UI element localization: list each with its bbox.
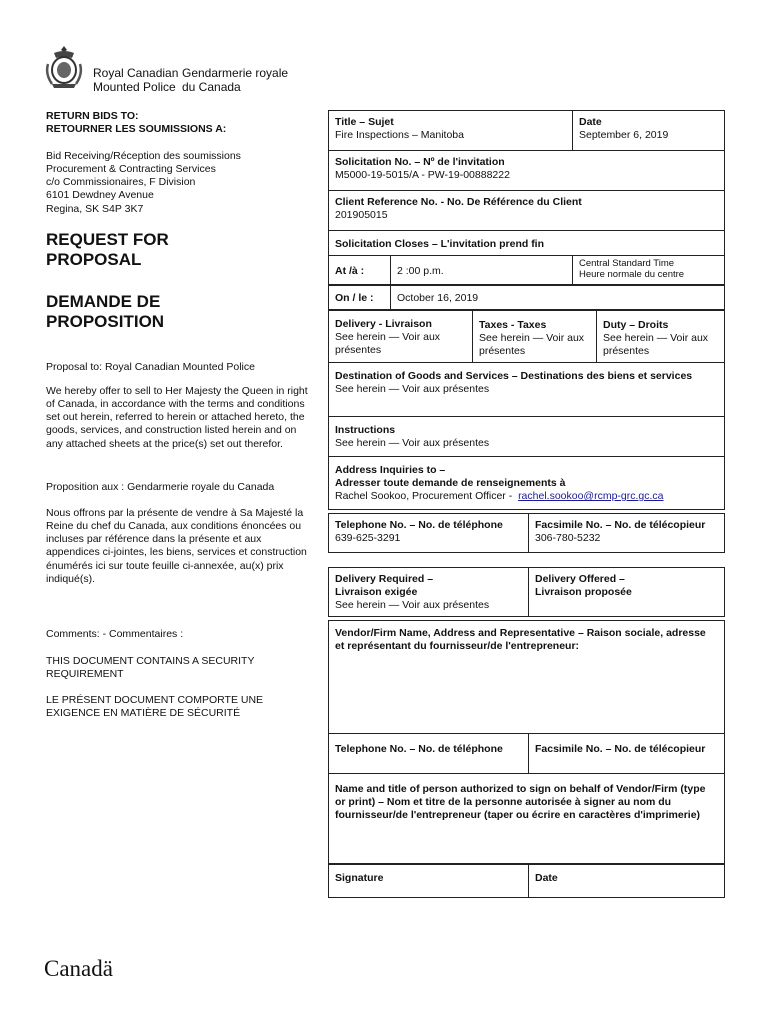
address-line: Regina, SK S4P 3K7 (46, 202, 144, 215)
canada-wordmark: Canadä (44, 956, 113, 981)
org-en-line2: Mounted Police (93, 79, 176, 94)
delivery-label: Delivery - Livraison (335, 318, 432, 330)
inquiries-label-en: Address Inquiries to – (335, 464, 446, 476)
facsimile-label: Facsimile No. – No. de télécopieur (535, 519, 706, 531)
client-ref-field (330, 193, 720, 225)
taxes-field (474, 316, 594, 361)
telephone-value: 639-625-3291 (335, 532, 401, 545)
solicitation-value: M5000-19-5015/A - PW-19-00888222 (335, 169, 510, 182)
security-notice-fr: LE PRÉSENT DOCUMENT COMPORTE UNE EXIGENCE EN MATIÈRE DE SÉCURITÉ (46, 694, 264, 720)
telephone-label: Telephone No. – No. de téléphone (335, 519, 503, 531)
delivery-required-value: See herein — Voir aux présentes (335, 599, 490, 612)
inquiries-email-link[interactable]: rachel.sookoo@rcmp-grc.gc.ca (518, 490, 664, 503)
duty-label: Duty – Droits (603, 319, 669, 331)
client-ref-label: Client Reference No. - No. De Référence du Client (335, 196, 582, 208)
comments-label: Comments: - Commentaires : (46, 628, 184, 640)
on-value: October 16, 2019 (397, 292, 479, 304)
title-value: Fire Inspections – Manitoba (335, 129, 464, 142)
return-address (46, 150, 308, 216)
telephone-field (330, 516, 526, 548)
delivery-field (330, 315, 470, 360)
org-fr-line2: du Canada (182, 79, 241, 94)
instructions-field (330, 421, 720, 453)
delivery-value: See herein — Voir aux présentes (335, 331, 441, 357)
rcmp-crest-icon (44, 44, 84, 90)
delivery-required-label-en: Delivery Required – (335, 573, 434, 585)
solicitation-label: Solicitation No. – Nº de l'invitation (335, 156, 505, 168)
destination-value: See herein — Voir aux présentes (335, 383, 490, 396)
duty-field (598, 316, 724, 361)
offer-text-en: We hereby offer to sell to Her Majesty the Queen in right of Canada, in accordance with the terms and conditions set out herein, referred to herein or attached hereto, the goods, services, and construction listed herein and on any attached sheets at the price(s) set out therefor. (46, 385, 308, 450)
rfp-title-fr-line2: PROPOSITION (46, 312, 165, 332)
org-fr-line1: Gendarmerie royale (182, 66, 289, 80)
at-label: At /à : (335, 265, 365, 277)
signature-date-field[interactable]: Date (535, 872, 558, 884)
date-value: September 6, 2019 (579, 129, 669, 142)
destination-label: Destination of Goods and Services – Destinations des biens et services (335, 370, 693, 382)
taxes-value: See herein — Voir aux présentes (479, 332, 585, 358)
facsimile-value: 306-780-5232 (535, 532, 601, 545)
signature-field[interactable]: Signature (335, 872, 384, 884)
delivery-required-label-fr: Livraison exigée (335, 586, 418, 599)
closing-date-box (328, 285, 725, 310)
inquiries-contact (335, 490, 717, 503)
inquiries-name: Rachel Sookoo, Procurement Officer - (335, 490, 513, 503)
vendor-telephone-field[interactable]: Telephone No. – No. de téléphone (335, 743, 503, 755)
instructions-label: Instructions (335, 424, 396, 436)
inquiries-field (330, 461, 722, 506)
delivery-offered-field[interactable] (530, 570, 724, 602)
address-line: Bid Receiving/Réception des soumissions (46, 150, 241, 162)
date-field (574, 113, 724, 145)
facsimile-field (530, 516, 724, 548)
title-label: Title – Sujet (335, 116, 394, 128)
offer-text-fr: Nous offrons par la présente de vendre à Sa Majesté la Reine du chef du Canada, aux conditions énoncées ou incluses par référence dans la présente et aux appendices ci-jointes, les biens, services et construction énumérés ici sur toute feuille ci-annexée, au(x) prix indiqué(s). (46, 507, 307, 585)
authorized-person-field[interactable]: Name and title of person authorized to sign on behalf of Vendor/Firm (type or print) – Nom et titre de la personne autorisée à signer au nom du fournisseur/de l'entrepreneur (taper ou écrire en caractères d'imprimerie) (335, 783, 706, 822)
timezone-fr: Heure normale du centre (579, 268, 685, 280)
duty-value: See herein — Voir aux présentes (603, 332, 709, 358)
at-value: 2 :00 p.m. (397, 265, 444, 277)
address-line: 6101 Dewdney Avenue (46, 189, 154, 202)
rfp-title-fr-line1: DEMANDE DE (46, 292, 161, 311)
rfp-title-en (46, 230, 308, 271)
proposal-to: Proposal to: Royal Canadian Mounted Police (46, 361, 255, 373)
delivery-required-field (330, 570, 526, 615)
return-bids-label (46, 110, 308, 136)
rfp-title-en-line1: REQUEST FOR (46, 230, 169, 249)
vendor-name-field[interactable]: Vendor/Firm Name, Address and Representative – Raison sociale, adresse et représentant du fournisseur/de l'entrepreneur: (335, 627, 706, 653)
timezone (574, 256, 689, 284)
address-line: Procurement & Contracting Services (46, 163, 216, 176)
solicitation-field (330, 153, 720, 185)
delivery-offered-label-fr: Livraison proposée (535, 586, 632, 599)
vendor-facsimile-field[interactable]: Facsimile No. – No. de télécopieur (535, 743, 706, 755)
rfp-title-fr (46, 292, 308, 333)
return-label-fr: RETOURNER LES SOUMISSIONS A: (46, 123, 227, 136)
delivery-offered-label-en: Delivery Offered – (535, 573, 625, 585)
destination-field (330, 367, 720, 399)
address-line: c/o Commissionaires, F Division (46, 176, 196, 189)
timezone-en: Central Standard Time (579, 258, 675, 269)
inquiries-label-fr: Adresser toute demande de renseignements à (335, 477, 566, 490)
client-ref-value: 201905015 (335, 209, 388, 222)
org-en-line1: Royal Canadian (93, 66, 179, 80)
date-label: Date (579, 116, 602, 128)
closes-label: Solicitation Closes – L'invitation prend fin (335, 238, 545, 250)
return-label-en: RETURN BIDS TO: (46, 110, 139, 122)
org-name-en (93, 67, 178, 95)
security-notice-en: THIS DOCUMENT CONTAINS A SECURITY REQUIREMENT (46, 655, 255, 681)
title-field (330, 113, 570, 145)
instructions-value: See herein — Voir aux présentes (335, 437, 490, 450)
org-name-fr (182, 67, 288, 95)
proposition-aux: Proposition aux : Gendarmerie royale du Canada (46, 481, 275, 493)
rfp-title-en-line2: PROPOSAL (46, 250, 142, 270)
taxes-label: Taxes - Taxes (479, 319, 547, 331)
on-label: On / le : (335, 292, 374, 304)
